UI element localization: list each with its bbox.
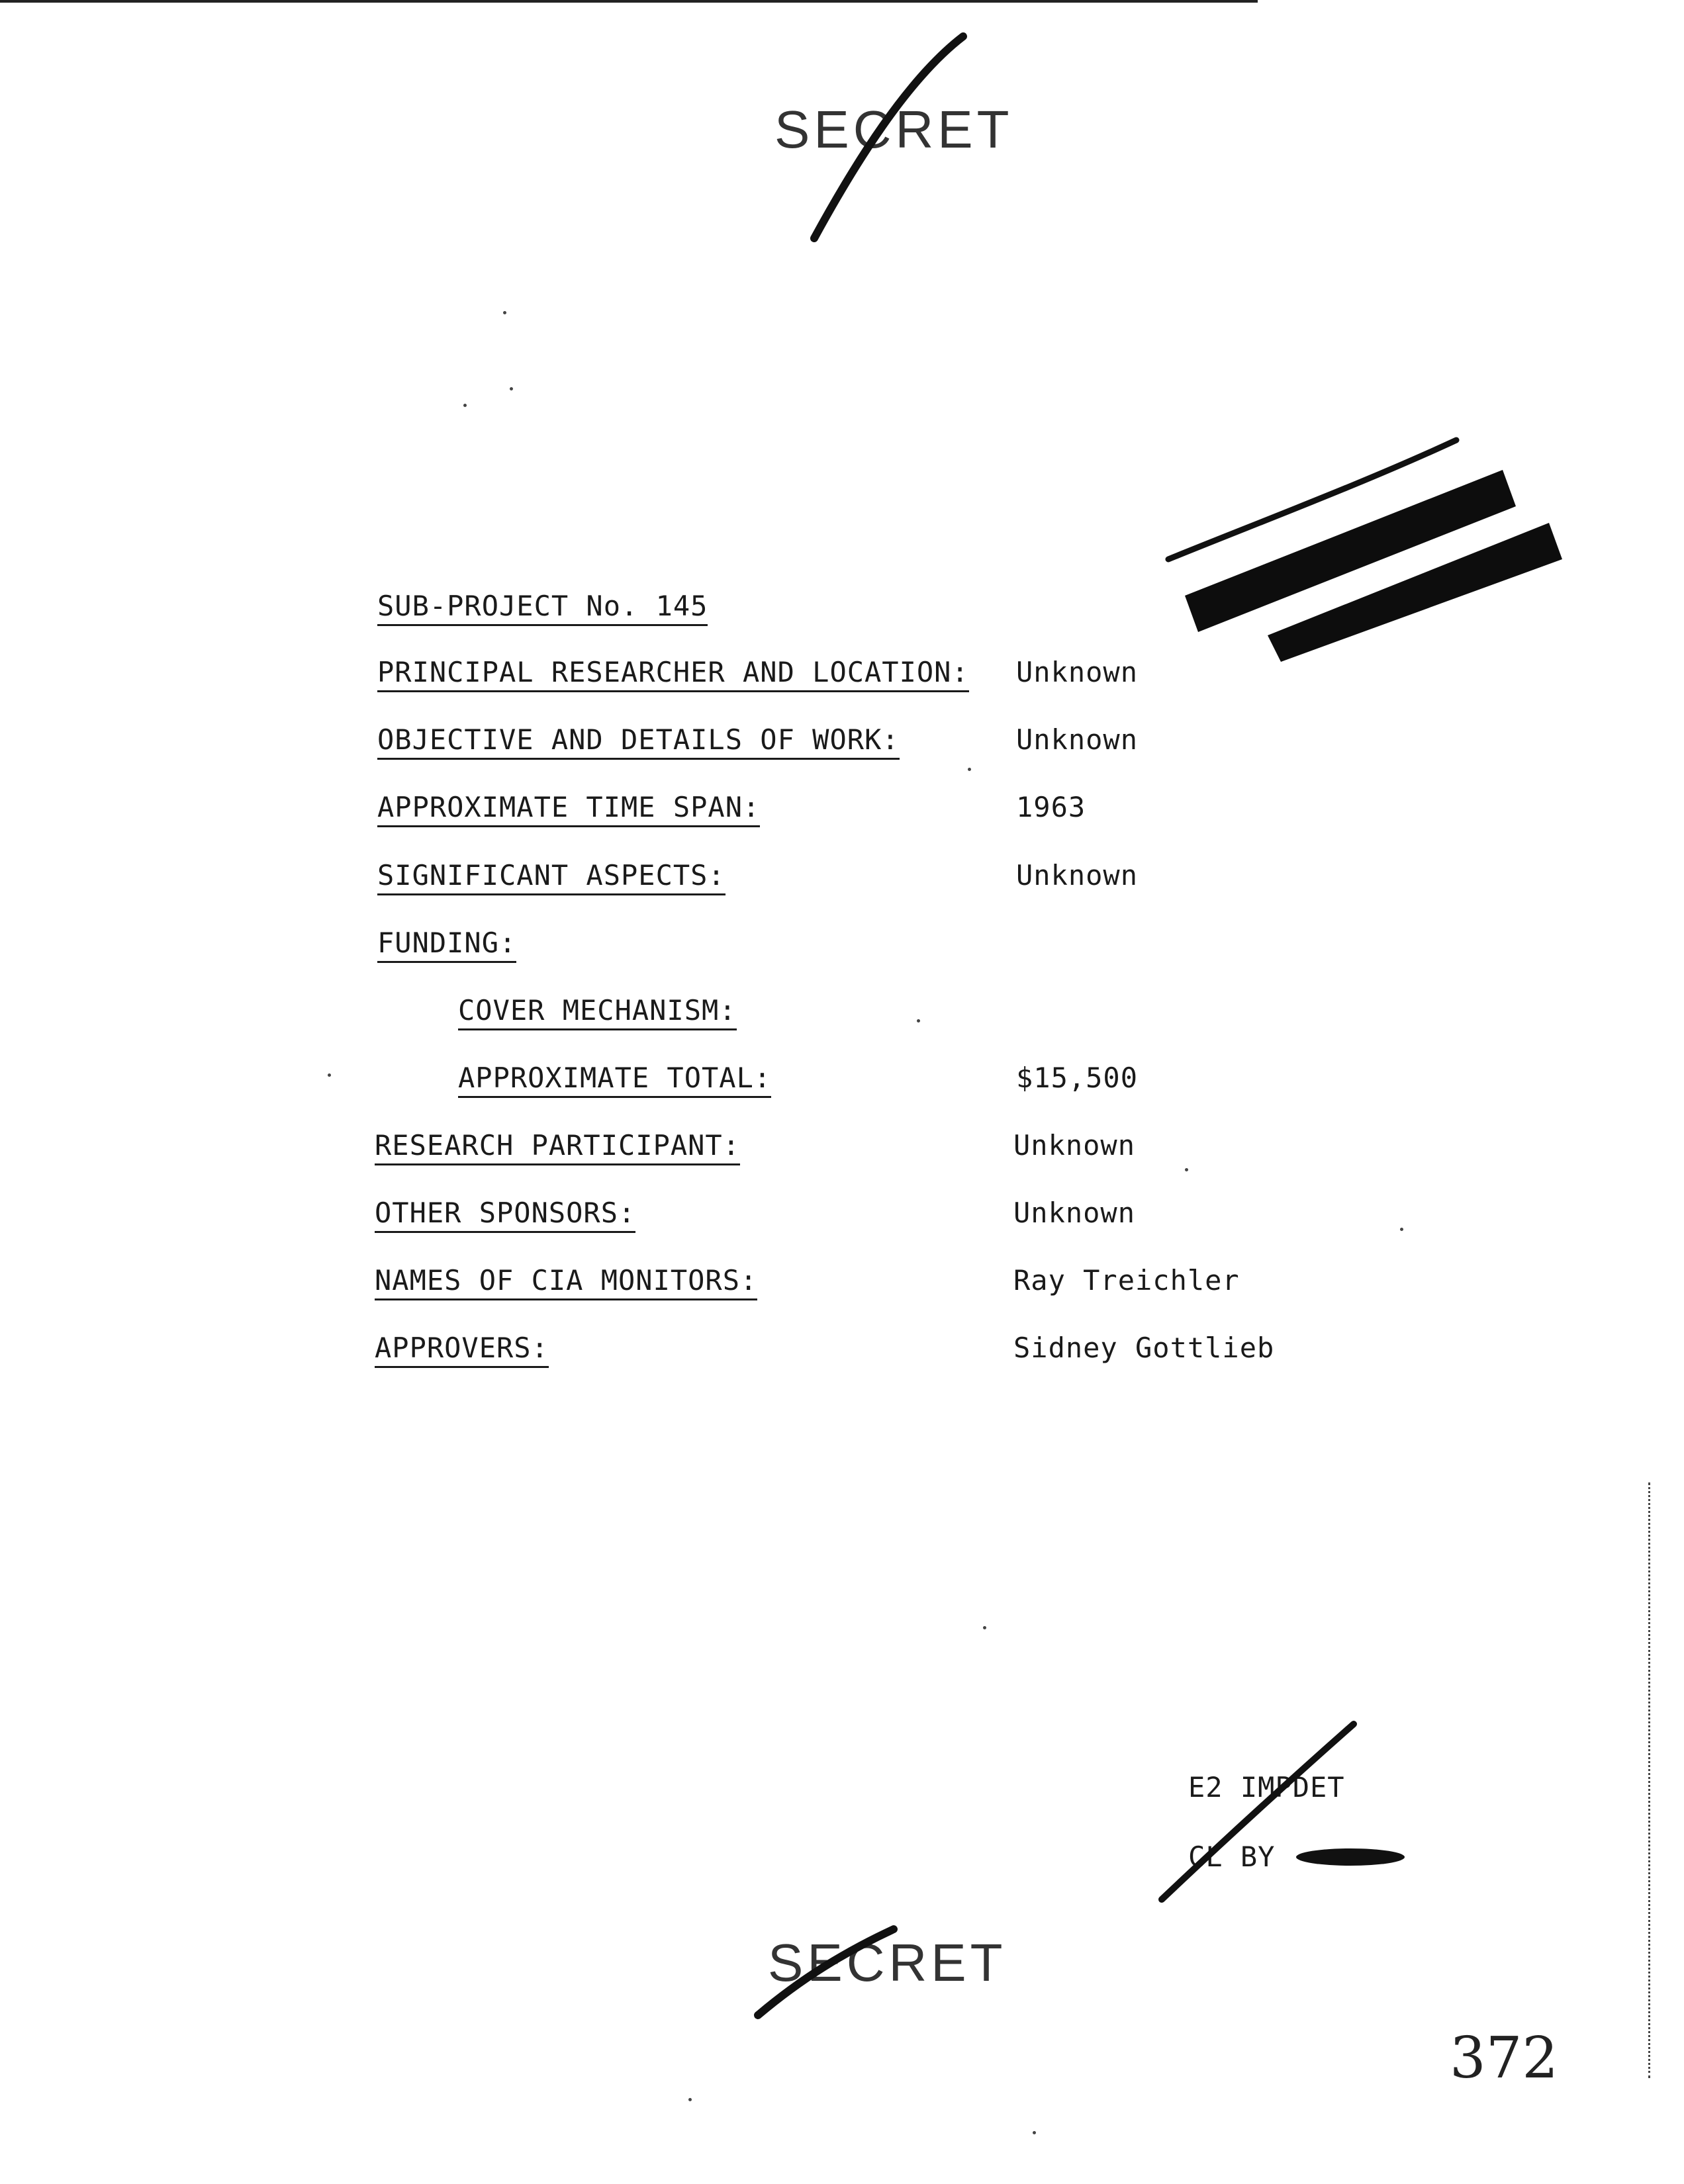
scan-speck: [1400, 1228, 1403, 1231]
classification-line-1: E2 IMPDET: [1188, 1771, 1345, 1803]
field-value-significant-aspects: Unknown: [1016, 859, 1139, 891]
field-value-other-sponsors: Unknown: [1013, 1197, 1136, 1229]
right-margin-dotted-line: [1648, 1482, 1650, 2078]
footer-secret-stamp: SECRET: [768, 1933, 1007, 1992]
classifier-redaction: [1296, 1848, 1405, 1866]
field-value-research-participant: Unknown: [1013, 1129, 1136, 1161]
scan-speck: [1033, 2131, 1036, 2134]
field-value-objective: Unknown: [1016, 723, 1139, 756]
field-label-significant-aspects: SIGNIFICANT ASPECTS:: [377, 862, 725, 895]
field-label-approvers: APPROVERS:: [375, 1334, 549, 1368]
handwritten-page-number: 372: [1450, 2025, 1559, 2091]
scan-speck: [463, 404, 467, 407]
header-secret-stamp: SECRET: [774, 100, 1013, 159]
field-label-research-participant: RESEARCH PARTICIPANT:: [375, 1132, 740, 1165]
scan-speck: [688, 2098, 692, 2101]
classification-line-2: CL BY: [1188, 1841, 1276, 1873]
field-value-approvers: Sidney Gottlieb: [1013, 1332, 1275, 1364]
field-value-time-span: 1963: [1016, 791, 1086, 823]
field-label-objective: OBJECTIVE AND DETAILS OF WORK:: [377, 726, 900, 760]
scan-speck: [968, 768, 971, 771]
field-label-time-span: APPROXIMATE TIME SPAN:: [377, 794, 760, 827]
field-value-cia-monitors: Ray Treichler: [1013, 1264, 1240, 1297]
scan-speck: [503, 311, 506, 314]
scan-speck: [983, 1626, 986, 1629]
field-label-other-sponsors: OTHER SPONSORS:: [375, 1199, 635, 1233]
redaction-bar-1: [1185, 470, 1516, 632]
field-value-principal-researcher: Unknown: [1016, 656, 1139, 688]
field-label-principal-researcher: PRINCIPAL RESEARCHER AND LOCATION:: [377, 659, 969, 692]
redaction-line-thin: [1168, 440, 1456, 559]
scan-speck: [328, 1073, 331, 1077]
classification-strike: [1162, 1724, 1354, 1899]
scan-speck: [1185, 1168, 1188, 1171]
field-label-cia-monitors: NAMES OF CIA MONITORS:: [375, 1267, 757, 1300]
field-label-approximate-total: APPROXIMATE TOTAL:: [458, 1064, 771, 1098]
field-label-cover-mechanism: COVER MECHANISM:: [458, 997, 737, 1030]
redaction-bar-2: [1268, 523, 1562, 662]
top-edge-line: [0, 0, 1258, 3]
scan-speck: [510, 387, 513, 390]
subproject-title: SUB-PROJECT No. 145: [377, 592, 708, 626]
field-value-approximate-total: $15,500: [1016, 1062, 1139, 1094]
scan-speck: [917, 1019, 920, 1023]
field-label-funding: FUNDING:: [377, 929, 516, 963]
